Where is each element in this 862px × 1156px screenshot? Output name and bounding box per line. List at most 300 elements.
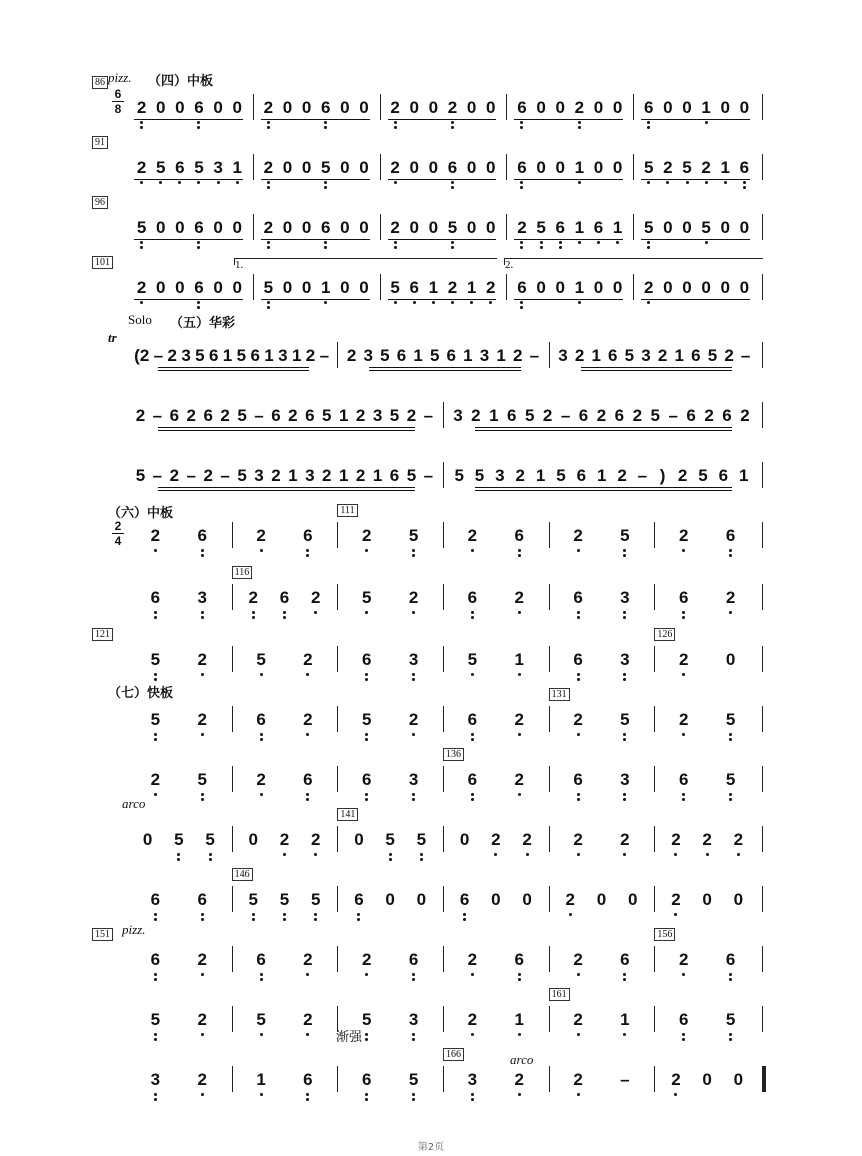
barline [633,214,634,240]
measure [238,950,332,990]
note: 2 [573,526,583,545]
note: 2 [447,98,458,117]
note: 6 [321,218,331,237]
measure [639,218,754,258]
barline [380,94,381,120]
volta-2-bracket [504,258,763,271]
note: 1 [701,98,711,117]
measure [512,98,627,138]
note: 2 [271,466,281,485]
note: 0 [725,650,736,669]
barline [443,826,444,852]
note: 0 [486,98,496,117]
double-beam [158,430,415,431]
note: 5 [725,1010,736,1029]
note: 0 [536,278,546,297]
barline [253,94,254,120]
note: 0 [213,98,223,117]
note: 0 [213,278,223,297]
note: 6 [271,406,281,425]
end-barline [762,522,763,548]
note: 0 [627,890,638,909]
barline [337,1066,338,1092]
measure [449,1010,543,1050]
note: 0 [416,890,427,909]
note: 0 [428,158,439,177]
volta-1-bracket [234,258,497,271]
note: 0 [555,158,565,177]
note: 2 [136,98,147,117]
note: 5 [447,218,458,237]
arco-marking-2: arco [510,1052,534,1067]
note: 2 [263,158,274,177]
measure [132,830,226,870]
measure [555,588,649,628]
note: 5 [155,158,166,177]
section-4-heading: （四）中板 [148,74,214,89]
note: 0 [466,158,477,177]
note: 6 [446,346,457,365]
staff-line-17 [0,1060,862,1114]
measure-number: 156 [654,928,675,941]
measure [132,1010,226,1050]
barline [232,706,233,732]
note: 5 [385,830,395,849]
note: 6 [208,346,219,365]
barline [549,646,550,672]
crescendo-marking: 渐强 [336,1030,363,1045]
note: 6 [679,588,689,607]
note: 5 [263,278,274,297]
note: 6 [169,406,180,425]
note: 2 [197,710,207,729]
note: 1 [574,158,585,177]
measure [132,346,331,386]
double-beam [581,370,732,371]
note: 6 [514,526,524,545]
note: 5 [429,346,440,365]
note: 6 [396,346,407,365]
note: 6 [175,158,185,177]
note: 5 [197,770,207,789]
measure-number: 166 [443,1048,464,1061]
barline [380,154,381,180]
note: 2 [573,1010,583,1029]
note: 6 [517,98,527,117]
note: 1 [596,466,607,485]
note: 2 [491,830,501,849]
note: 2 [310,830,321,849]
note: 0 [720,218,730,237]
measure [132,466,437,506]
note: 0 [466,218,477,237]
note: 0 [739,218,750,237]
note: 5 [256,1010,266,1029]
barline [549,946,550,972]
note: 6 [150,890,161,909]
note: 1 [496,346,506,365]
end-barline [762,706,763,732]
note: 5 [701,218,711,237]
note: 1 [338,466,349,485]
end-barline [762,1066,766,1092]
time-sig-denominator: 8 [114,102,122,116]
note: 5 [322,406,332,425]
note: 5 [195,346,205,365]
note: 2 [677,466,688,485]
note: 5 [248,890,258,909]
note: 2 [447,278,458,297]
note: 5 [256,650,266,669]
note: 2 [303,950,313,969]
note: 2 [517,218,527,237]
measure [238,526,332,566]
note: 2 [542,406,553,425]
note: 2 [514,710,524,729]
beam [514,239,623,240]
note: 6 [194,98,204,117]
note: 1 [463,346,473,365]
note: 2 [355,406,366,425]
note: 1 [574,278,585,297]
staff-line-2 [0,148,862,202]
note: 6 [362,1070,372,1089]
note: 5 [310,890,321,909]
measure [132,890,226,930]
note: 1 [535,466,546,485]
barline [443,522,444,548]
volta-1-label: 1. [235,259,244,271]
note: 1 [591,346,601,365]
note: 3 [467,1070,478,1089]
note: 3 [363,346,373,365]
note: 2 [303,650,313,669]
note: 0 [232,218,242,237]
beam [261,119,370,120]
measure [343,346,542,386]
barline [549,1006,550,1032]
note: 3 [278,346,288,365]
staff-line-3 [0,208,862,262]
note: 0 [663,278,673,297]
barline [549,342,550,368]
note: 0 [340,158,350,177]
note: 0 [596,890,607,909]
note: 5 [406,466,417,485]
measure [343,588,437,628]
measure [343,710,437,750]
note: 2 [186,406,197,425]
measure [238,650,332,690]
barline [443,646,444,672]
barline [253,154,254,180]
beam [134,239,243,240]
note: 0 [701,278,711,297]
note: 2 [248,588,258,607]
note: 6 [573,650,583,669]
note: 0 [428,98,439,117]
double-beam [158,370,309,371]
note: 0 [612,98,623,117]
note: 2 [514,1070,524,1089]
note: 1 [514,1010,524,1029]
note: 6 [576,466,587,485]
measure [449,588,543,628]
note: 0 [663,218,673,237]
note: 1 [514,650,524,669]
note: 1 [674,346,684,365]
note: 2 [263,218,274,237]
note: 1 [466,278,477,297]
note: 5 [150,650,161,669]
measure [555,830,649,870]
note: 6 [389,466,400,485]
note: 1 [232,158,242,177]
measure [512,158,627,198]
beam [158,427,415,428]
note: 5 [237,406,247,425]
note: 2 [150,770,161,789]
note: 6 [593,218,604,237]
time-sig-numerator: 6 [114,87,122,101]
barline [337,646,338,672]
note: 2 [467,526,478,545]
note: 2 [671,890,681,909]
barline [633,154,634,180]
note: – [560,406,571,425]
note: 5 [380,346,390,365]
note: 5 [620,710,630,729]
note: 2 [702,830,712,849]
measure [449,830,543,870]
note: 3 [558,346,568,365]
note: 2 [310,588,321,607]
note: 5 [150,1010,161,1029]
note: 6 [256,950,266,969]
staff-line-11 [0,700,862,754]
note: 1 [428,278,439,297]
time-sig-numerator: 2 [114,519,122,533]
end-barline [762,766,763,792]
note: 2 [346,346,357,365]
note: 0 [536,98,546,117]
barline [232,522,233,548]
note: 5 [362,1010,372,1029]
measure [386,218,501,258]
section-6-heading: （六）中板 [108,506,174,521]
note: 2 [303,710,313,729]
beam [388,299,497,300]
measure [449,1070,543,1110]
barline [232,886,233,912]
measure [639,98,754,138]
measure [259,278,374,318]
note: 5 [556,466,566,485]
measure [449,890,543,930]
note: 6 [194,278,204,297]
measure [660,1070,754,1110]
note: 5 [362,710,372,729]
measure [132,1070,226,1110]
beam [641,239,750,240]
note: 2 [135,406,146,425]
note: 6 [725,950,736,969]
barline [549,706,550,732]
note: 2 [679,710,689,729]
note: 0 [282,98,293,117]
note: 6 [354,890,364,909]
note: 1 [338,406,349,425]
barline [443,462,444,488]
note: 1 [321,278,331,297]
measure-number: 151 [92,928,113,941]
note: – [220,466,230,485]
note: 2 [408,588,419,607]
note: – [153,346,164,365]
note: 6 [722,406,732,425]
beam [261,179,370,180]
beam [158,487,415,488]
note: 5 [136,218,147,237]
barline [253,214,254,240]
measure [238,588,332,628]
measure [132,406,437,446]
note: 2 [565,890,575,909]
measure [238,830,332,870]
note: 2 [725,588,736,607]
measure [449,950,543,990]
barline [443,706,444,732]
note: 5 [135,466,146,485]
note: 2 [467,1010,478,1029]
note: 0 [536,158,546,177]
measure [386,98,501,138]
note: 6 [517,158,527,177]
note: 2 [279,830,290,849]
barline [506,154,507,180]
barline [380,274,381,300]
note: 2 [644,278,654,297]
note: – [668,406,678,425]
note: 6 [578,406,589,425]
section-5-heading: （五）华彩 [170,316,236,331]
measure [132,588,226,628]
end-barline [762,274,763,300]
note: 2 [197,1070,207,1089]
note: – [319,346,330,365]
note: 2 [136,278,147,297]
note: 5 [644,158,654,177]
note: 1 [413,346,423,365]
measure [132,218,247,258]
note: 0 [155,98,166,117]
note: 5 [174,830,184,849]
note: 2 [679,650,689,669]
note: 2 [197,650,207,669]
staff-line-5 [0,336,862,390]
note: 2 [303,1010,313,1029]
note: 0 [682,98,692,117]
note: 2 [671,830,681,849]
note: 2 [657,346,668,365]
note: 2 [573,1070,583,1089]
note: 0 [663,98,673,117]
note: 6 [197,526,207,545]
note: 6 [679,1010,689,1029]
note: 0 [720,278,730,297]
note: 6 [467,710,478,729]
note: 0 [682,278,692,297]
staff-line-8 [0,516,862,570]
staff-line-9 [0,578,862,632]
measure [238,890,332,930]
note: 6 [408,950,419,969]
note: 2 [305,346,316,365]
note: 0 [142,830,153,849]
note: 0 [702,890,712,909]
measure [132,158,247,198]
note: 5 [698,466,708,485]
note: 5 [524,406,535,425]
note: 2 [256,526,266,545]
note: 6 [194,218,204,237]
note: 6 [614,406,625,425]
measure [238,770,332,810]
note: 2 [733,830,744,849]
note: 1 [720,158,730,177]
measure-number: 86 [92,76,108,89]
note: 6 [150,950,161,969]
note: 1 [489,406,499,425]
measure-number: 121 [92,628,113,641]
note: 2 [220,406,230,425]
note: 0 [340,218,350,237]
note: 0 [428,218,439,237]
note: 1 [288,466,298,485]
note: 2 [574,98,585,117]
note: 2 [150,526,161,545]
measure [238,1070,332,1110]
barline [443,1006,444,1032]
note: 0 [359,278,369,297]
measure [343,950,437,990]
note: 2 [632,406,643,425]
measure [259,158,374,198]
note: 1 [372,466,383,485]
barline [337,826,338,852]
note: 6 [303,770,313,789]
note: 6 [256,710,266,729]
note: 6 [447,158,458,177]
barline [337,946,338,972]
barline [253,274,254,300]
measure-number: 96 [92,196,108,209]
measure-number: 91 [92,136,108,149]
barline [549,826,550,852]
note: 3 [408,770,419,789]
note: 5 [644,218,654,237]
note: 6 [409,278,420,297]
end-barline [762,946,763,972]
note: 1 [612,218,623,237]
note: 2 [514,770,524,789]
beam [514,179,623,180]
measure [555,950,649,990]
measure [238,710,332,750]
measure [449,406,754,446]
barline [549,522,550,548]
trill-marking: tr [108,330,117,345]
